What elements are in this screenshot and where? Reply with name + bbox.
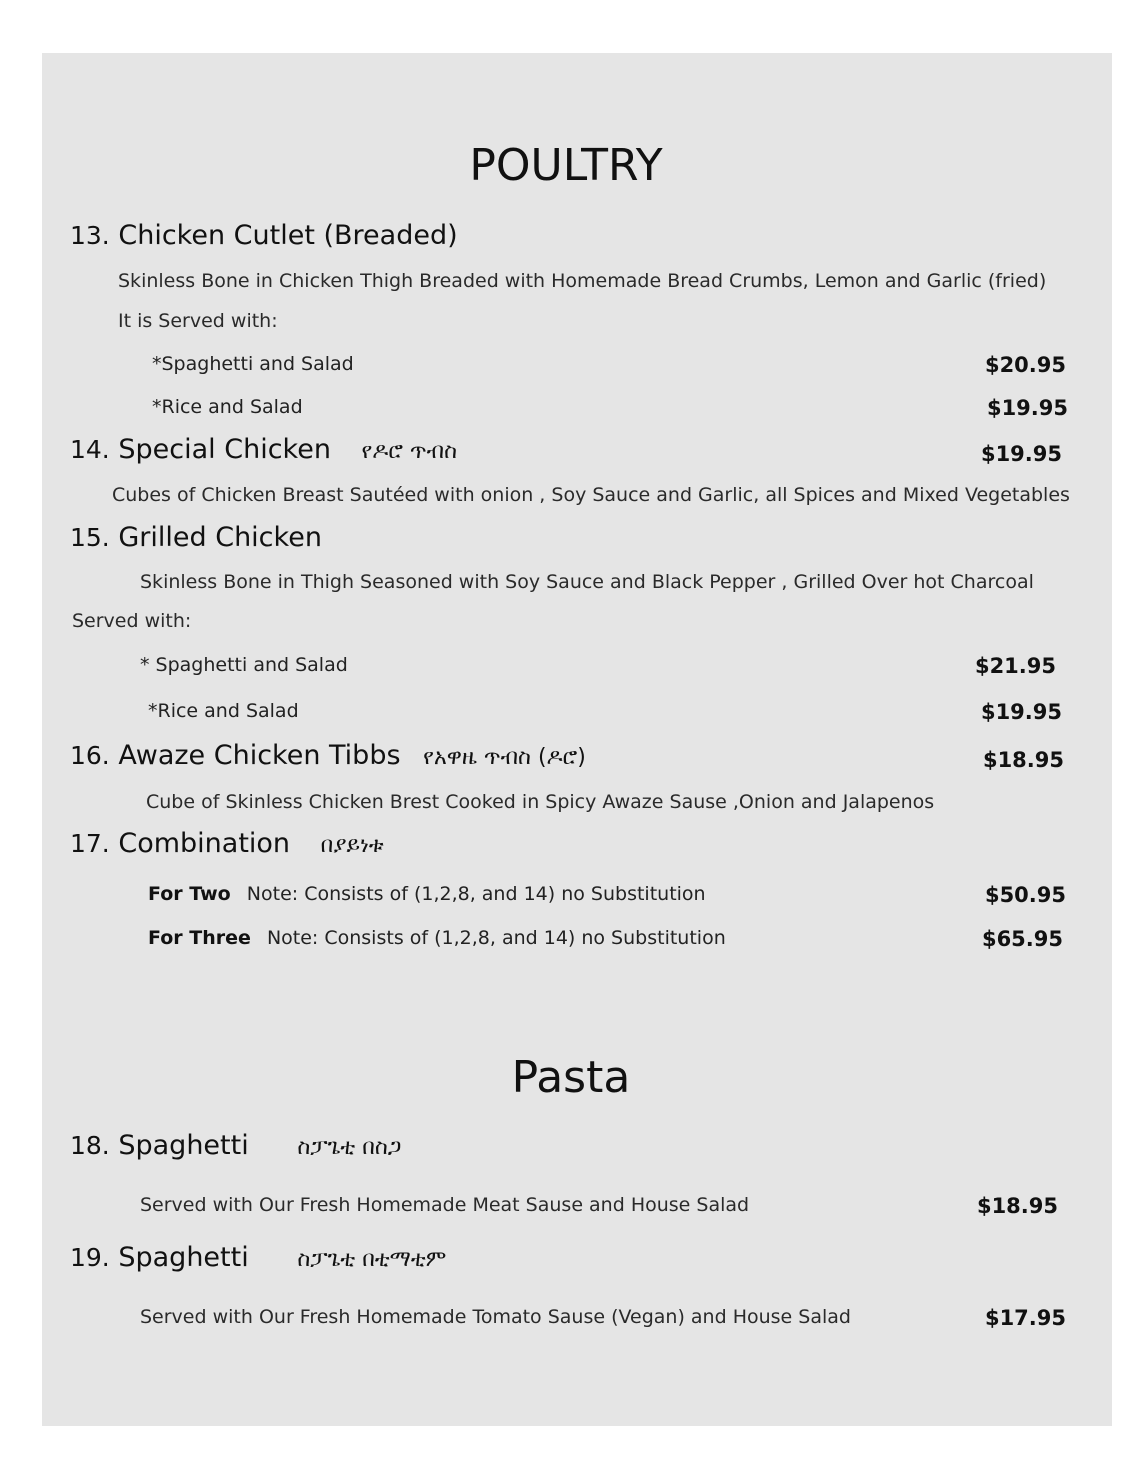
item-name: Spaghetti [118,1242,249,1273]
option-label: *Rice and Salad [152,396,303,418]
item-number: 13. [70,221,110,250]
menu-item-13-title [70,220,458,251]
option-price: $21.95 [974,654,1056,678]
menu-item-18-price: $18.95 [976,1194,1058,1218]
option-label: For Three [148,927,251,949]
option-price: $50.95 [984,883,1066,907]
option-note: Note: Consists of (1,2,8, and 14) no Substitution [246,883,706,905]
menu-item-14-description: Cubes of Chicken Breast Sautéed with onion , Soy Sauce and Garlic, all Spices and Mixed Vegetables [112,484,1070,506]
item-number: 14. [70,435,110,464]
pasta-heading: Pasta [511,1052,631,1103]
item-number: 16. [70,741,110,770]
item-amharic-name: ስፓጌቲ በቲማቲም [297,1247,447,1272]
item-name: Chicken Cutlet (Breaded) [118,220,458,251]
item-name: Spaghetti [118,1130,249,1161]
item-amharic-name: የአዋዜ ጥብስ (ዶሮ) [423,745,586,770]
option-note: Note: Consists of (1,2,8, and 14) no Substitution [266,927,726,949]
menu-item-15-served-with: Served with: [72,610,192,632]
option-price: $19.95 [986,396,1068,420]
poultry-heading: POULTRY [469,140,663,191]
menu-item-15-description: Skinless Bone in Thigh Seasoned with Soy Sauce and Black Pepper , Grilled Over hot Charcoal [140,571,1034,593]
menu-item-19-title [70,1242,446,1273]
option-label: For Two [148,883,231,905]
menu-item-18-title [70,1130,401,1161]
menu-item-14-price: $19.95 [980,442,1062,466]
item-number: 15. [70,523,110,552]
menu-item-13-served-with: It is Served with: [118,310,278,332]
item-name: Combination [118,828,291,859]
option-label: *Rice and Salad [148,700,299,722]
item-name: Special Chicken [118,434,331,465]
item-amharic-name: የዶሮ ጥብስ [361,439,458,464]
menu-item-16-description: Cube of Skinless Chicken Brest Cooked in Spicy Awaze Sause ,Onion and Jalapenos [146,791,935,813]
menu-item-16-price: $18.95 [982,748,1064,772]
item-number: 19. [70,1243,110,1272]
menu-item-13-description: Skinless Bone in Chicken Thigh Breaded with Homemade Bread Crumbs, Lemon and Garlic (fried) [118,270,1047,292]
menu-item-16-title [70,740,586,771]
item-number: 17. [70,829,110,858]
item-number: 18. [70,1131,110,1160]
menu-item-15-title [70,522,322,553]
option-price: $19.95 [980,700,1062,724]
option-label: *Spaghetti and Salad [152,353,354,375]
menu-item-19-price: $17.95 [984,1306,1066,1330]
combo-option-two [148,883,706,905]
menu-item-18-description: Served with Our Fresh Homemade Meat Sause and House Salad [140,1194,750,1216]
item-name: Grilled Chicken [118,522,322,553]
menu-item-17-title [70,828,384,859]
option-label: * Spaghetti and Salad [140,654,348,676]
combo-option-three [148,927,726,949]
item-amharic-name: ስፓጌቲ በስጋ [297,1135,402,1160]
item-amharic-name: በያይነቱ [320,833,384,858]
menu-item-19-description: Served with Our Fresh Homemade Tomato Sause (Vegan) and House Salad [140,1306,851,1328]
item-name: Awaze Chicken Tibbs [118,740,401,771]
menu-item-14-title [70,434,457,465]
option-price: $65.95 [981,927,1063,951]
option-price: $20.95 [984,353,1066,377]
